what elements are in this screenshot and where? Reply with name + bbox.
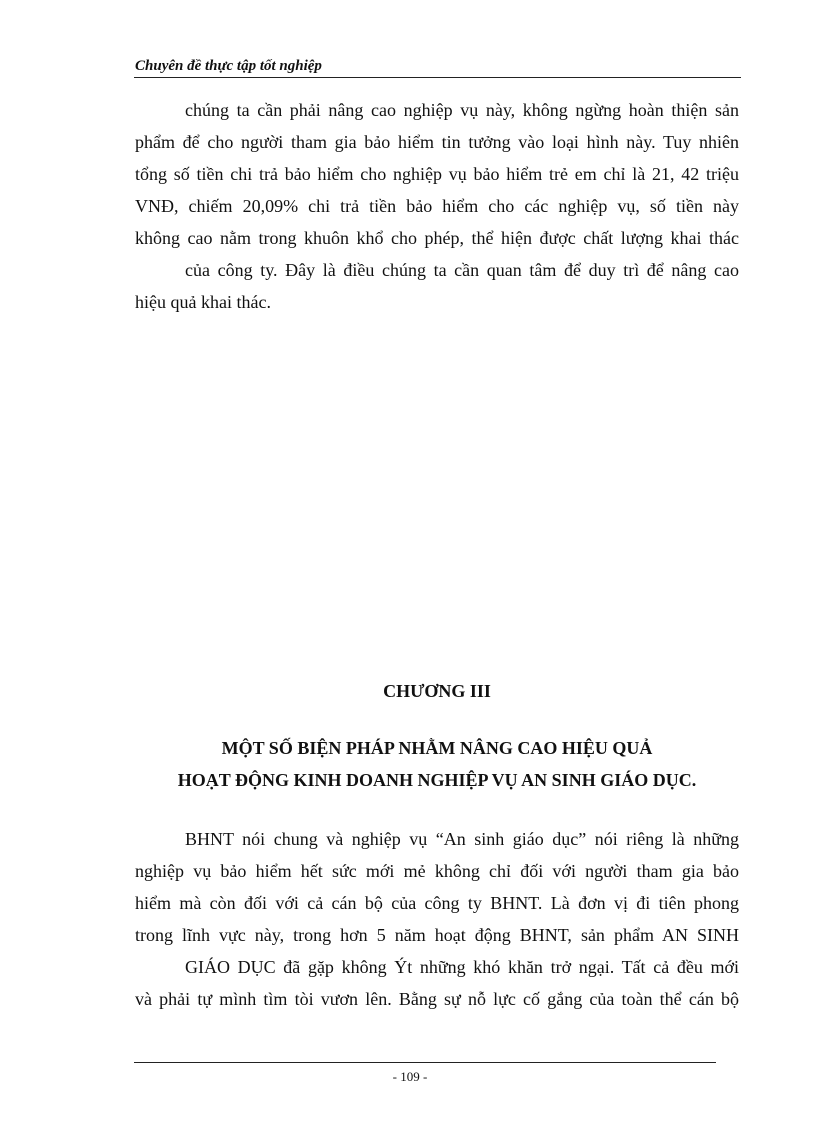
paragraph-line: hiệu quả khai thác. [135, 292, 271, 312]
header-divider [134, 77, 741, 78]
page-number: - 109 - [392, 1069, 428, 1084]
paragraph-line: và phải tự mình tìm tòi vươn lên. Bằng sự nỗ lực cố gắng của toàn thể cán bộ [135, 989, 739, 1009]
paragraph-2 [135, 823, 739, 1015]
paragraph-line: nghiệp vụ bảo hiểm hết sức mới mẻ không chỉ đối với người tham gia bảo [135, 861, 739, 881]
running-header: Chuyên đề thực tập tốt nghiệp [135, 58, 322, 74]
paragraph-line: hiểm mà còn đối với cả cán bộ của công ty BHNT. Là đơn vị đi tiên phong [135, 893, 739, 913]
paragraph-line: VNĐ, chiếm 20,09% chi trả tiền bảo hiểm cho các nghiệp vụ, số tiền này [135, 196, 739, 216]
paragraph-line: phẩm để cho người tham gia bảo hiểm tin tưởng vào loại hình này. Tuy nhiên [135, 132, 739, 152]
paragraph-line: tổng số tiền chi trả bảo hiểm cho nghiệp vụ bảo hiểm trẻ em chỉ là 21, 42 triệu [135, 164, 739, 184]
paragraph-line: BHNT nói chung và nghiệp vụ “An sinh giáo dục” nói riêng là những [185, 829, 739, 849]
paragraph-1 [135, 94, 739, 318]
paragraph-line: của công ty. Đây là điều chúng ta cần quan tâm để duy trì để nâng cao [185, 260, 739, 280]
chapter-title-line-2: HOẠT ĐỘNG KINH DOANH NGHIỆP VỤ AN SINH GIÁO DỤC. [177, 770, 697, 790]
paragraph-line: trong lĩnh vực này, trong hơn 5 năm hoạt động BHNT, sản phẩm AN SINH [135, 925, 739, 945]
paragraph-line: không cao nằm trong khuôn khổ cho phép, thể hiện được chất lượng khai thác [135, 228, 739, 248]
paragraph-line: chúng ta cần phải nâng cao nghiệp vụ này, không ngừng hoàn thiện sản [185, 100, 739, 120]
footer-divider [134, 1062, 716, 1063]
chapter-title-line-1: MỘT SỐ BIỆN PHÁP NHẰM NÂNG CAO HIỆU QUẢ [221, 738, 653, 758]
chapter-number: CHƯƠNG III [383, 681, 491, 701]
paragraph-line: GIÁO DỤC đã gặp không Ýt những khó khăn trở ngại. Tất cả đều mới [185, 957, 739, 977]
